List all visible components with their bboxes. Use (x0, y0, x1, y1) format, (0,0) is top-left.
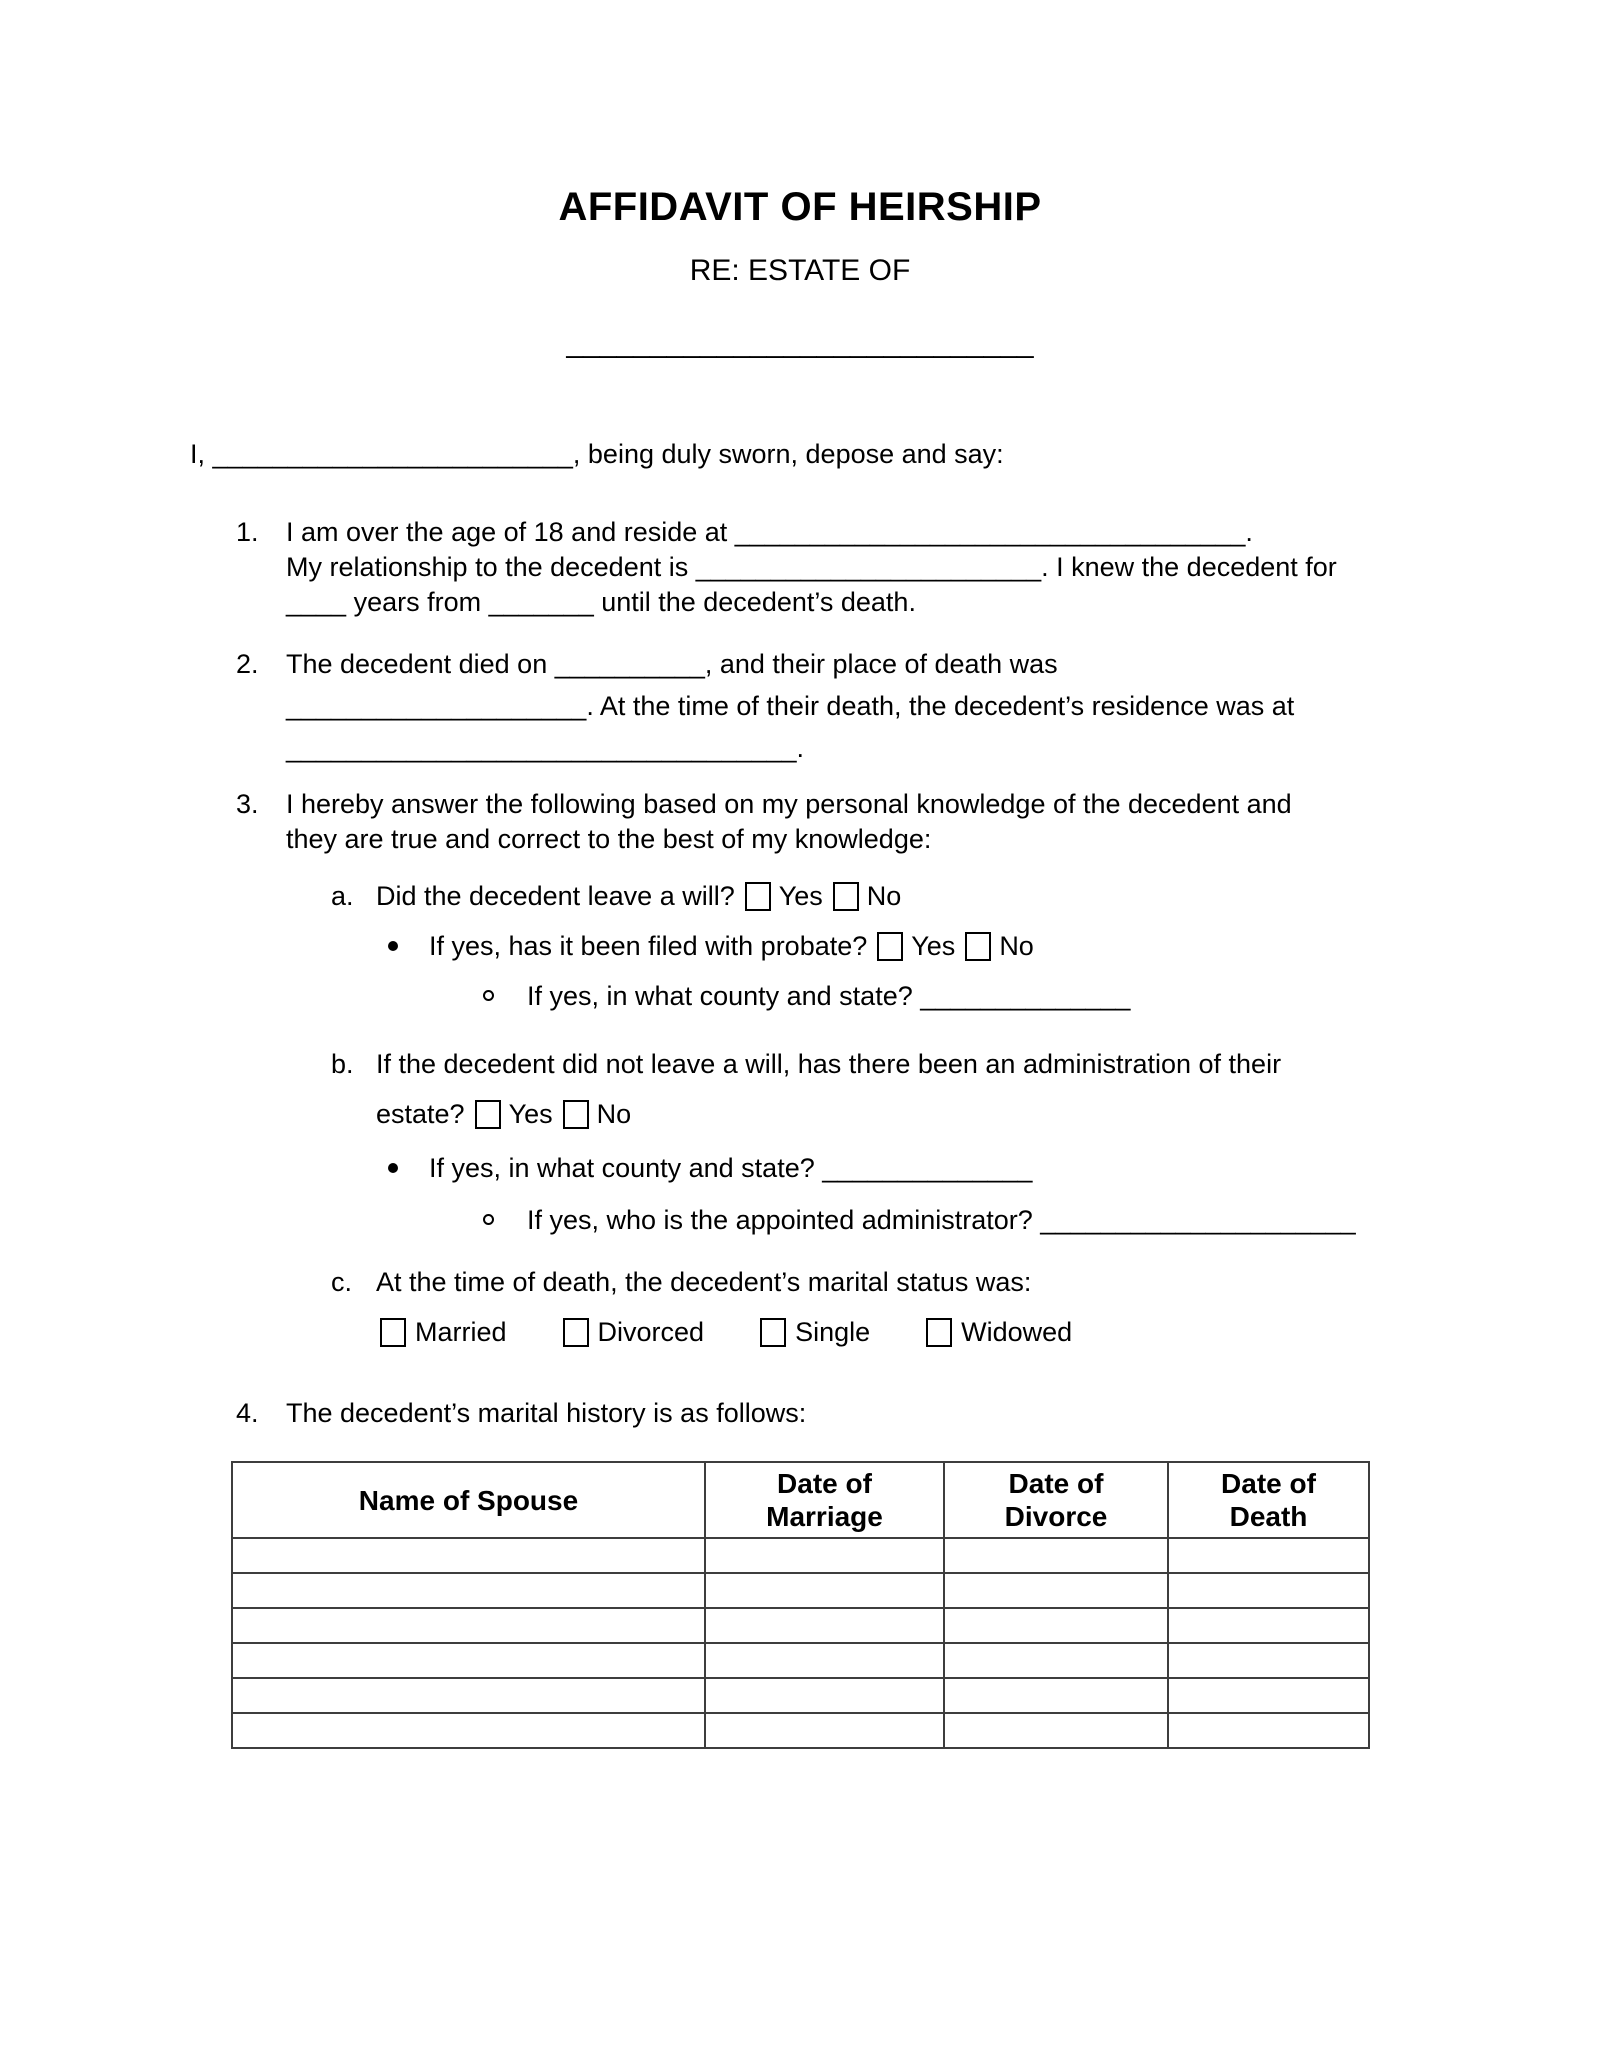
intro-line (190, 437, 1600, 472)
spouse-table-cell[interactable] (705, 1608, 944, 1643)
administration-no-label: No (596, 1099, 632, 1129)
administration-county-state-text[interactable]: If yes, in what county and state? ______________ (429, 1153, 1033, 1183)
list-item-3 (236, 787, 1600, 857)
will-no-label: No (866, 881, 902, 911)
question-a-label: a. (331, 881, 354, 911)
question-b-line1: If the decedent did not leave a will, has there been an administration of their (376, 1049, 1282, 1079)
spouse-table-cell[interactable] (705, 1678, 944, 1713)
spouse-table-cell[interactable] (232, 1573, 705, 1608)
spouse-table-cell[interactable] (705, 1538, 944, 1573)
checkbox-widowed[interactable] (926, 1318, 952, 1347)
estate-name-blank-line (0, 325, 1600, 361)
marital-option-divorced (563, 1317, 705, 1348)
item3-line2: they are true and correct to the best of my knowledge: (286, 824, 932, 854)
item2-line2: ____________________. At the time of their death, the decedent’s residence was at (286, 691, 1295, 721)
checkbox-administration-no[interactable] (563, 1100, 589, 1129)
spouse-table-cell[interactable] (1168, 1608, 1369, 1643)
list-item-2-number: 2. (236, 649, 259, 679)
spouse-table-row (232, 1643, 1369, 1678)
spouse-table-cell[interactable] (705, 1573, 944, 1608)
item4-text: The decedent’s marital history is as follows: (286, 1398, 807, 1428)
checkbox-probate-no[interactable] (965, 932, 991, 961)
probate-yes-label: Yes (911, 931, 956, 961)
checkbox-divorced[interactable] (563, 1318, 589, 1347)
checkbox-administration-yes[interactable] (475, 1100, 501, 1129)
estate-name-blank[interactable]: ____________________________ (566, 326, 1034, 359)
probate-question-text: If yes, has it been filed with probate? (429, 931, 868, 961)
list-item-1-number: 1. (236, 517, 259, 547)
spouse-table-cell[interactable] (1168, 1538, 1369, 1573)
will-yes-label: Yes (778, 881, 823, 911)
intro-post: , being duly sworn, depose and say: (572, 439, 1004, 469)
item2-line3: __________________________________. (286, 733, 805, 763)
header-date-of-divorce: Date of Divorce (944, 1462, 1168, 1538)
question-c (331, 1257, 1600, 1307)
spouse-table-cell[interactable] (944, 1678, 1168, 1713)
item1-line3: ____ years from _______ until the decedent’s death. (286, 587, 916, 617)
spouse-table-body (232, 1538, 1369, 1748)
question-a-bullet (429, 921, 1600, 971)
question-b-label: b. (331, 1049, 354, 1079)
question-b-sub (527, 1195, 1600, 1245)
spouse-table-cell[interactable] (1168, 1643, 1369, 1678)
widowed-label: Widowed (961, 1316, 1073, 1347)
spouse-table-row (232, 1608, 1369, 1643)
item3-line1: I hereby answer the following based on my personal knowledge of the decedent and (286, 789, 1292, 819)
list-item-4-number: 4. (236, 1398, 259, 1428)
item1-line1: I am over the age of 18 and reside at __________________________________. (286, 517, 1253, 547)
spouse-table-cell[interactable] (232, 1608, 705, 1643)
bullet-icon (388, 1163, 398, 1173)
marital-option-single (760, 1317, 870, 1348)
header-date-of-marriage: Date of Marriage (705, 1462, 944, 1538)
spouse-table-cell[interactable] (1168, 1573, 1369, 1608)
question-a-sub (527, 971, 1600, 1021)
spouse-table-header-row (232, 1462, 1369, 1538)
checkbox-will-yes[interactable] (745, 882, 771, 911)
appointed-administrator-text[interactable]: If yes, who is the appointed administrator? _____________________ (527, 1205, 1356, 1235)
checkbox-married[interactable] (380, 1318, 406, 1347)
question-b-bullet (429, 1143, 1600, 1193)
marital-option-married (380, 1317, 507, 1348)
spouse-table-cell[interactable] (705, 1713, 944, 1748)
checkbox-probate-yes[interactable] (877, 932, 903, 961)
question-b (331, 1039, 1600, 1139)
spouse-table-row (232, 1713, 1369, 1748)
probate-county-state-text[interactable]: If yes, in what county and state? ______________ (527, 981, 1131, 1011)
spouse-table-row (232, 1573, 1369, 1608)
spouse-table-cell[interactable] (705, 1643, 944, 1678)
checkbox-single[interactable] (760, 1318, 786, 1347)
question-a-text: Did the decedent leave a will? (376, 881, 735, 911)
married-label: Married (415, 1316, 507, 1347)
intro-pre: I, (190, 439, 213, 469)
header-name-of-spouse: Name of Spouse (232, 1462, 705, 1538)
spouse-table-cell[interactable] (232, 1643, 705, 1678)
question-c-label: c. (331, 1267, 353, 1297)
list-item-3-number: 3. (236, 789, 259, 819)
bullet-icon (388, 941, 398, 951)
marital-status-options (380, 1307, 1600, 1357)
question-a (331, 871, 1600, 921)
circle-bullet-icon (483, 1214, 494, 1225)
checkbox-will-no[interactable] (833, 882, 859, 911)
divorced-label: Divorced (597, 1316, 705, 1347)
spouse-table-cell[interactable] (232, 1538, 705, 1573)
spouse-table-cell[interactable] (232, 1678, 705, 1713)
probate-no-label: No (999, 931, 1034, 961)
marital-option-widowed (926, 1317, 1072, 1348)
question-b-line2-text: estate? (376, 1099, 465, 1129)
document-title: AFFIDAVIT OF HEIRSHIP (558, 185, 1042, 229)
administration-yes-label: Yes (508, 1099, 553, 1129)
list-item-4 (236, 1396, 1600, 1431)
spouse-table-row (232, 1538, 1369, 1573)
spouse-table-cell[interactable] (944, 1573, 1168, 1608)
spouse-table-cell[interactable] (944, 1713, 1168, 1748)
spouse-table-cell[interactable] (1168, 1713, 1369, 1748)
question-b-line2 (376, 1089, 1600, 1139)
list-item-1 (236, 515, 1600, 620)
item1-line2: My relationship to the decedent is _______________________. I knew the decedent for (286, 552, 1337, 582)
document-subtitle: RE: ESTATE OF (689, 254, 911, 287)
item2-line1: The decedent died on __________, and their place of death was (286, 649, 1058, 679)
circle-bullet-icon (483, 990, 494, 1001)
spouse-table-cell[interactable] (944, 1608, 1168, 1643)
spouse-table-cell[interactable] (1168, 1678, 1369, 1713)
affiant-name-blank[interactable]: ________________________ (212, 439, 573, 469)
spouse-table-cell[interactable] (232, 1713, 705, 1748)
spouse-table-cell[interactable] (944, 1538, 1168, 1573)
question-c-text: At the time of death, the decedent’s marital status was: (376, 1267, 1032, 1297)
single-label: Single (795, 1316, 871, 1347)
header-date-of-death: Date of Death (1168, 1462, 1369, 1538)
list-item-2 (236, 643, 1600, 769)
spouse-table-row (232, 1678, 1369, 1713)
spouse-table (231, 1461, 1370, 1749)
spouse-table-cell[interactable] (944, 1643, 1168, 1678)
